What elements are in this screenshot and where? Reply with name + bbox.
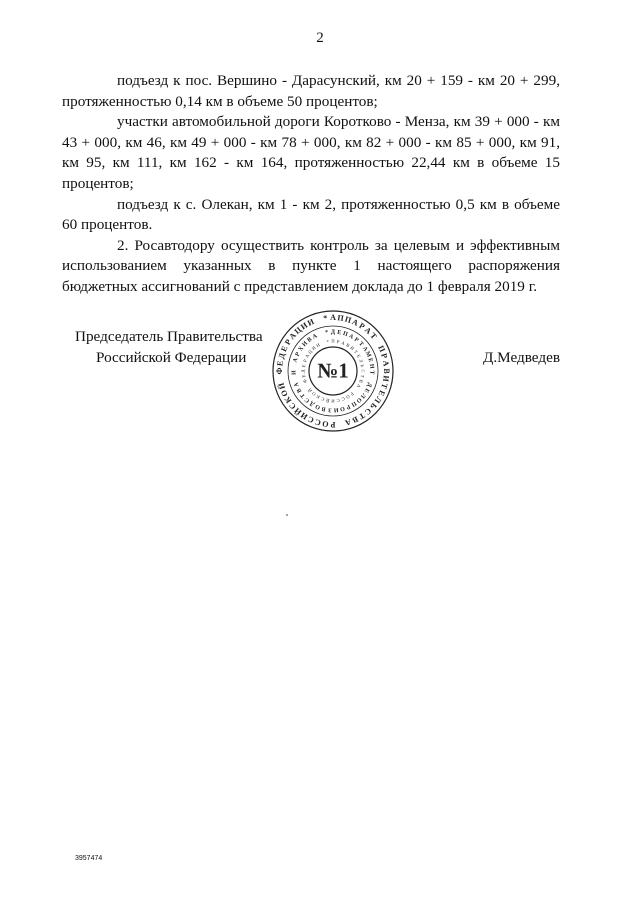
signatory-title-line2: Российской Федерации	[96, 349, 247, 366]
document-id: 3957474	[75, 855, 103, 862]
signatory-name: Д.Медведев	[483, 349, 560, 366]
paragraph: 2. Росавтодору осуществить контроль за целевым и эффективным использованием указанных в пункте 1 настоящего распоряжения бюджетных ассигнований с представлением доклада до 1 февраля 2019 г.	[62, 236, 560, 295]
signatory-title-line1: Председатель Правительства	[75, 328, 263, 345]
page-number: 2	[316, 30, 324, 46]
paragraph: подъезд к с. Олекан, км 1 - км 2, протяженностью 0,5 км в объеме 60 процентов.	[62, 195, 560, 234]
document-body	[62, 71, 560, 298]
paragraph: участки автомобильной дороги Коротково - Менза, км 39 + 000 - км 43 + 000, км 46, км 49 + 000 - км 78 + 000, км 82 + 000 - км 85 + 000, км 91, км 95, км 111, км 162 - км 164, протяженностью 22,44 км в объеме 15 процентов;	[62, 113, 560, 192]
scan-speck	[286, 514, 288, 516]
official-seal-stamp	[272, 310, 394, 432]
paragraph: подъезд к пос. Вершино - Дарасунский, км 20 + 159 - км 20 + 299, протяженностью 0,14 км в объеме 50 процентов;	[62, 72, 560, 110]
